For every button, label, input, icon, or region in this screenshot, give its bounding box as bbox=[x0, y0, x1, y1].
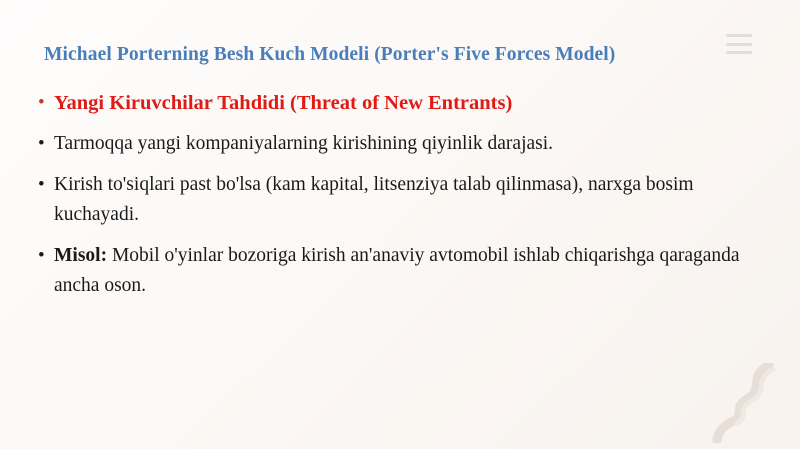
bullet-list bbox=[38, 88, 760, 312]
bullet-body-text: Mobil o'yinlar bozoriga kirish an'anaviy avtomobil ishlab chiqarishga qaraganda ancha oson. bbox=[54, 245, 740, 296]
list-item bbox=[38, 170, 760, 230]
list-item bbox=[38, 129, 760, 159]
slide-title: Michael Porterning Besh Kuch Modeli (Porter's Five Forces Model) bbox=[44, 44, 616, 65]
bullet-marker: • bbox=[38, 174, 45, 195]
menu-icon-bar bbox=[726, 51, 752, 54]
bullet-text-entry-difficulty: Tarmoqqa yangi kompaniyalarning kirishining qiyinlik darajasi. bbox=[54, 133, 554, 154]
list-item bbox=[38, 241, 760, 301]
hamburger-menu-icon[interactable] bbox=[726, 34, 752, 54]
decorative-swoosh-icon bbox=[677, 363, 782, 443]
bullet-marker: • bbox=[38, 133, 45, 154]
bullet-marker: • bbox=[38, 92, 45, 113]
bullet-lead-label: Misol: bbox=[54, 245, 108, 266]
menu-icon-bar bbox=[726, 34, 752, 37]
bullet-text-threat-of-new-entrants: Yangi Kiruvchilar Tahdidi (Threat of New Entrants) bbox=[54, 92, 513, 114]
menu-icon-bar bbox=[726, 43, 752, 46]
bullet-marker: • bbox=[38, 245, 45, 266]
bullet-text-example bbox=[54, 241, 760, 301]
list-item bbox=[38, 88, 760, 118]
bullet-text-low-barriers: Kirish to'siqlari past bo'lsa (kam kapital, litsenziya talab qilinmasa), narxga bosim kuchayadi. bbox=[54, 174, 694, 225]
